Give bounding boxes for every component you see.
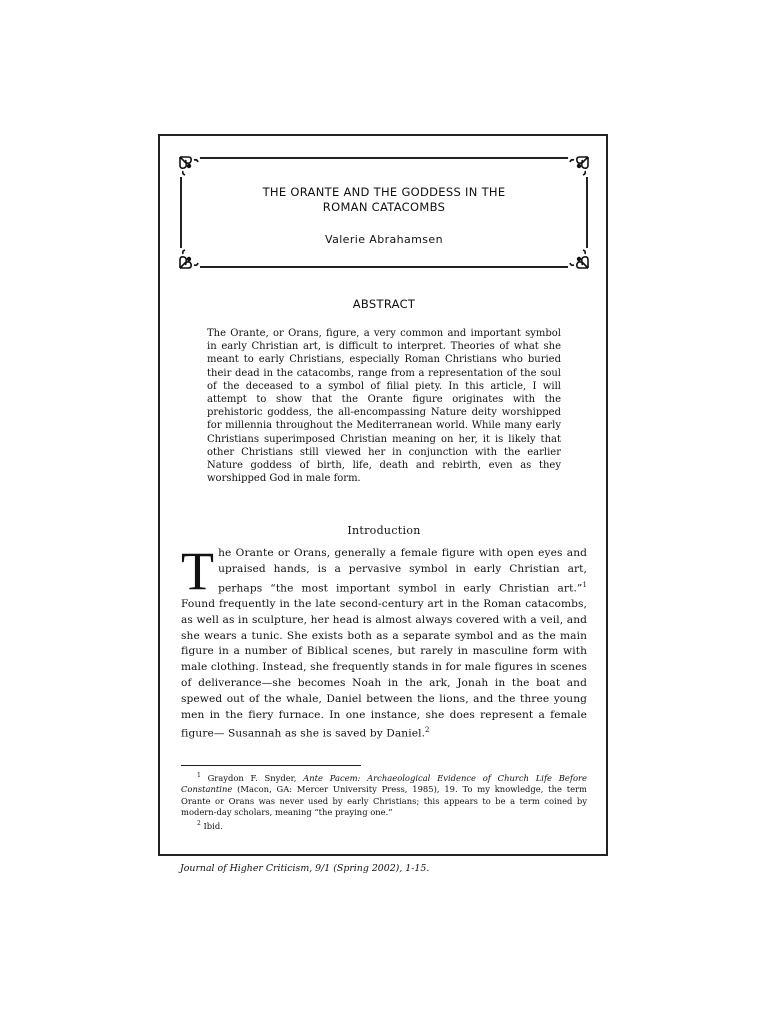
- footnotes: [181, 770, 587, 833]
- footnote-number: 2: [197, 820, 201, 828]
- paper-title: [182, 185, 586, 215]
- body-text-part: he Orante or Orans, generally a female figure with open eyes and upraised hands, is a pervasive symbol in early Christian art, perhaps “the most important symbol in early Christian art.”: [218, 547, 587, 595]
- corner-ornament-icon: [568, 248, 590, 270]
- footnote-marker[interactable]: 2: [425, 726, 430, 735]
- abstract-heading: ABSTRACT: [352, 297, 416, 311]
- corner-ornament-icon: [178, 155, 200, 177]
- body-text-part: Found frequently in the late second-century art in the Roman catacombs, as well as in sculpture, her head is almost always covered with a veil, and she wears a tunic. She exists both as a separate symbol and as the main figure in a number of Biblical scenes, but rarely in masculine form with male clothing. Instead, she frequently stands in for male figures in scenes of deliverance—she becomes Noah in the ark, Jonah in the boat and spewed out of the whale, Daniel between the lions, and the three young men in the fiery furnace. In one instance, she does represent a female figure— Susannah as she is saved by Daniel.: [181, 597, 587, 740]
- title-line: ROMAN CATACOMBS: [322, 200, 446, 214]
- section-heading-introduction: Introduction: [347, 524, 421, 537]
- body-paragraph: [181, 541, 587, 743]
- corner-ornament-icon: [568, 155, 590, 177]
- footnote-book-title: Ante Pacem: Archaeological Evidence of Church Life Before Constantine: [181, 772, 587, 795]
- footnote-text: (Macon, GA: Mercer University Press, 1985), 19. To my knowledge, the term Orante or Orans was never used by early Christians; this appears to be a term coined by modern-day scholars, meaning “the praying one.”: [181, 784, 587, 818]
- abstract-text: The Orante, or Orans, figure, a very common and important symbol in early Christian art, is difficult to interpret. Theories of what she meant to early Christians, especially Roman Christians who buried their dead in the catacombs, range from a representation of the soul of the deceased to a symbol of filial piety. In this article, I will attempt to show that the Orante figure originates with the prehistoric goddess, the all-encompassing Nature deity worshipped for millennia throughout the Mediterranean world. While many early Christians superimposed Christian meaning on her, it is likely that other Christians still viewed her in conjunction with the earlier Nature goddess of birth, life, death and rebirth, even as they worshipped God in male form.: [207, 328, 561, 485]
- footnote: [181, 770, 587, 818]
- footnote-text: Graydon F. Snyder,: [200, 772, 304, 783]
- footnote: [181, 818, 587, 832]
- journal-citation: Journal of Higher Criticism, 9/1 (Spring 2002), 1-15.: [180, 863, 430, 874]
- author-name: Valerie Abrahamsen: [325, 233, 443, 246]
- title-line: THE ORANTE AND THE GODDESS IN THE: [262, 185, 506, 199]
- footnote-text: Ibid.: [200, 821, 223, 832]
- corner-ornament-icon: [178, 248, 200, 270]
- title-box: [180, 157, 588, 268]
- footnote-marker[interactable]: 1: [582, 580, 587, 589]
- footnote-number: 1: [197, 772, 201, 779]
- drop-cap: T: [181, 541, 215, 601]
- footnote-divider: [181, 765, 361, 766]
